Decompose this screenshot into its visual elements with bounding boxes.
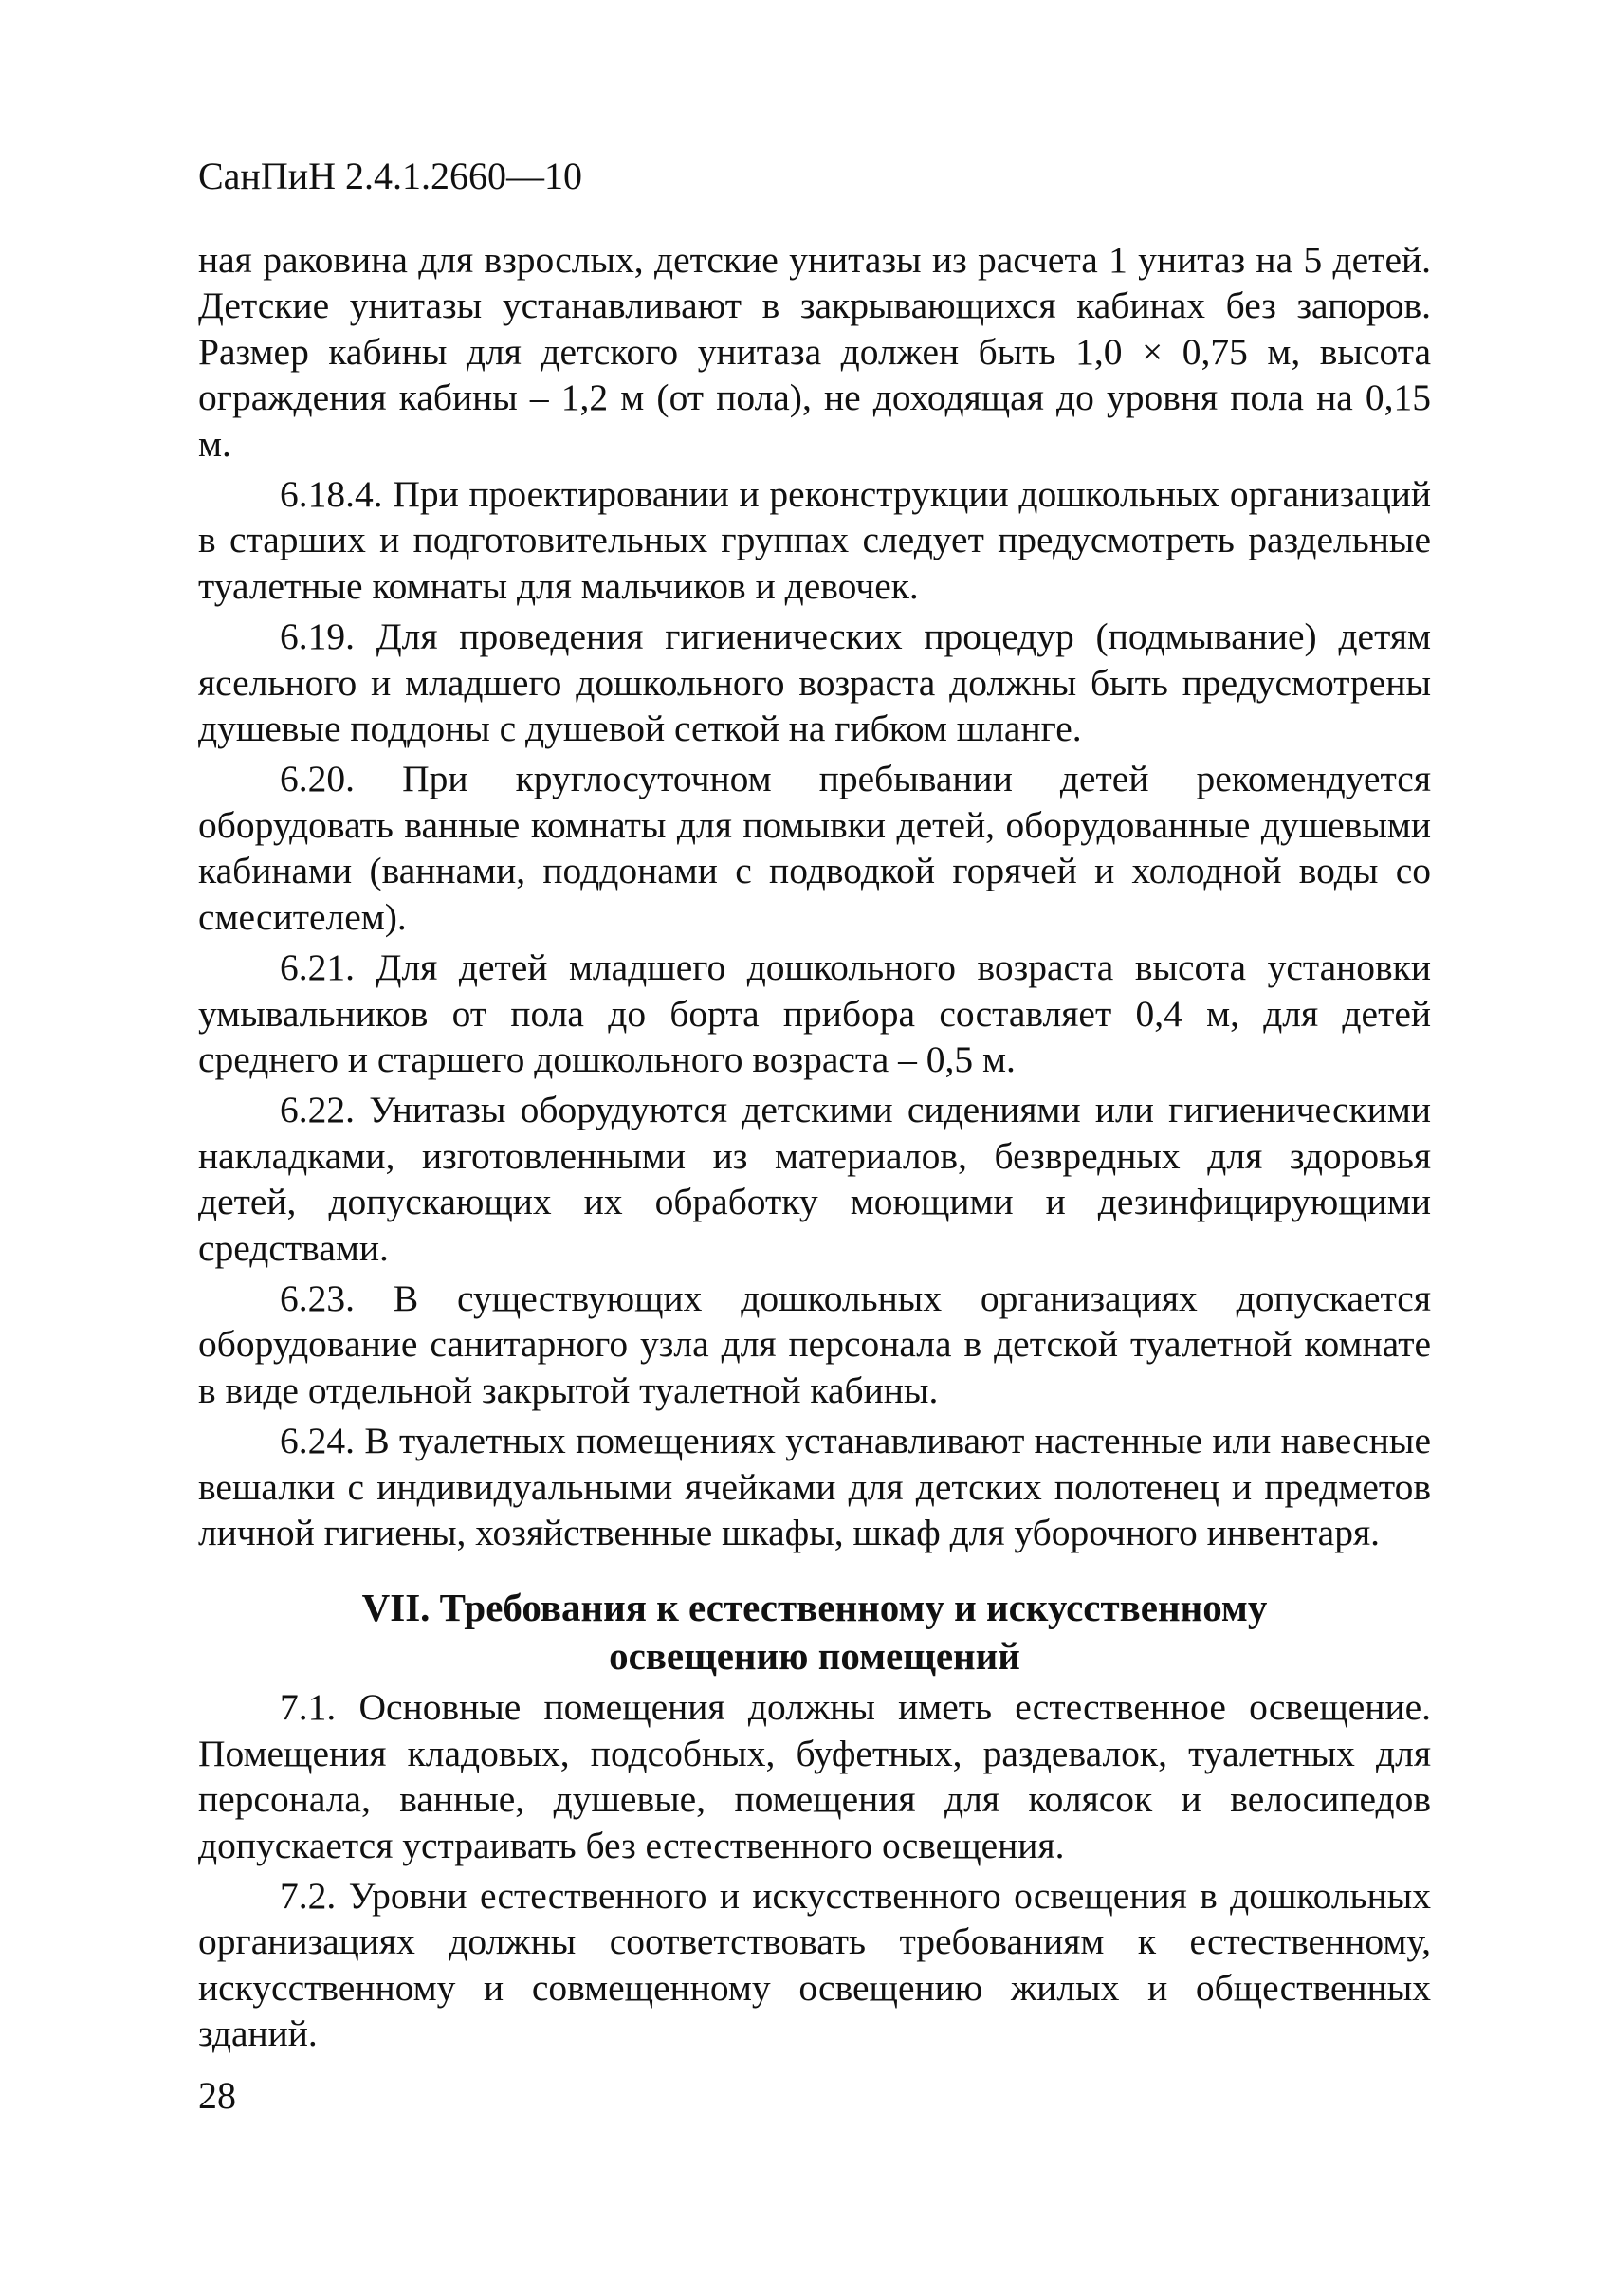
paragraph-6-20: 6.20. При круглосуточном пребывании детей рекомендуется оборудовать ванные комнаты для помывки детей, оборудованные душевыми кабинами (ваннами, поддонами с подводкой горячей и холодной воды со смесителем). bbox=[198, 758, 1431, 938]
paragraph-6-18-4: 6.18.4. При проектировании и реконструкции дошкольных организаций в старших и подготовительных группах следует предусмотреть раздельные туалетные комнаты для мальчиков и девочек. bbox=[198, 473, 1431, 607]
body-text bbox=[198, 237, 1431, 2062]
paragraph-6-22: 6.22. Унитазы оборудуются детскими сидениями или гигиеническими накладками, изготовленными из материалов, безвредных для здоровья детей, допускающих их обработку моющими и дезинфицирующими средствами. bbox=[198, 1089, 1431, 1269]
section-heading-line-1: VII. Требования к естественному и искусственному bbox=[361, 1586, 1268, 1630]
paragraph-continuation: ная раковина для взрослых, детские унитазы из расчета 1 унитаз на 5 детей. Детские унитазы устанавливают в закрывающихся кабинах без запоров. Размер кабины для детского унитаза должен быть 1,0 × 0,75 м, высота ограждения кабины – 1,2 м (от пола), не доходящая до уровня пола на 0,15 м. bbox=[198, 239, 1431, 465]
running-head: СанПиН 2.4.1.2660—10 bbox=[198, 155, 583, 197]
paragraph-6-19: 6.19. Для проведения гигиенических процедур (подмывание) детям ясельного и младшего дошкольного возраста должны быть предусмотрены душевые поддоны с душевой сеткой на гибком шланге. bbox=[198, 615, 1431, 750]
section-heading-line-2: освещению помещений bbox=[609, 1634, 1020, 1679]
page-number: 28 bbox=[198, 2074, 236, 2117]
paragraph-6-24: 6.24. В туалетных помещениях устанавливают настенные или навесные вешалки с индивидуальными ячейками для детских полотенец и предметов личной гигиены, хозяйственные шкафы, шкаф для уборочного инвентаря. bbox=[198, 1420, 1431, 1553]
paragraph-6-23: 6.23. В существующих дошкольных организациях допускается оборудование санитарного узла для персонала в детской туалетной комнате в виде отдельной закрытой туалетной кабины. bbox=[198, 1277, 1431, 1411]
paragraph-7-2: 7.2. Уровни естественного и искусственного освещения в дошкольных организациях должны соответствовать требованиям к естественному, искусственному и совмещенному освещению жилых и общественных зданий. bbox=[198, 1875, 1431, 2055]
paragraph-7-1: 7.1. Основные помещения должны иметь естественное освещение. Помещения кладовых, подсобных, буфетных, раздевалок, туалетных для персонала, ванные, душевые, помещения для колясок и велосипедов допускается устраивать без естественного освещения. bbox=[198, 1686, 1431, 1866]
section-heading bbox=[198, 1584, 1431, 1681]
paragraph-6-21: 6.21. Для детей младшего дошкольного возраста высота установки умывальников от пола до борта прибора составляет 0,4 м, для детей среднего и старшего дошкольного возраста – 0,5 м. bbox=[198, 946, 1431, 1080]
